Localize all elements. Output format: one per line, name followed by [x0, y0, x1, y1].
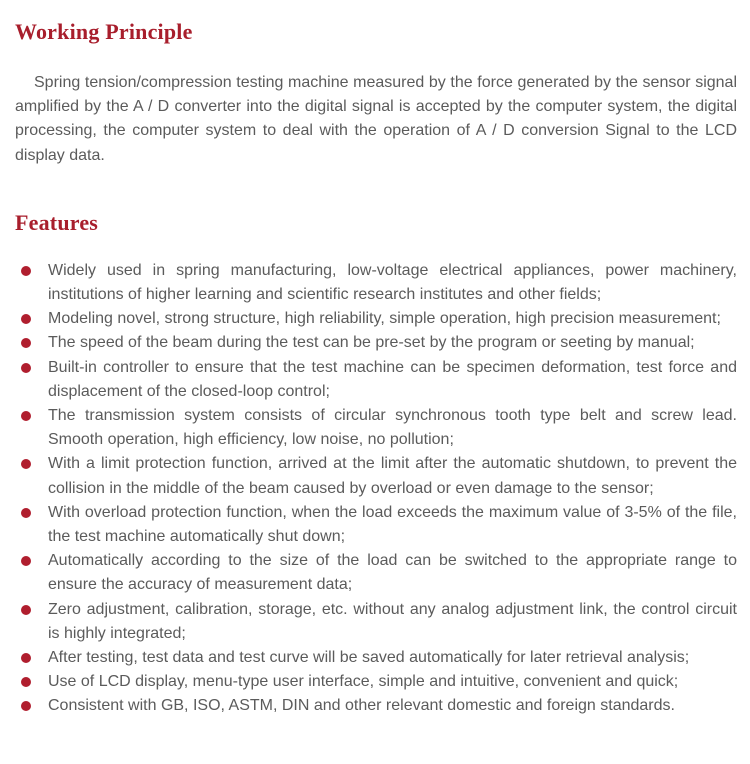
feature-text: Built-in controller to ensure that the test machine can be specimen deformation, test force and displacement of the closed-loop control; — [48, 358, 737, 400]
feature-text: Zero adjustment, calibration, storage, etc. without any analog adjustment link, the control circuit is highly integrated; — [48, 600, 737, 642]
list-item — [15, 259, 737, 307]
feature-text: Modeling novel, strong structure, high reliability, simple operation, high precision measurement; — [48, 310, 721, 328]
section-heading-working-principle: Working Principle — [15, 19, 193, 44]
bullet-icon — [21, 363, 31, 373]
feature-text: Consistent with GB, ISO, ASTM, DIN and other relevant domestic and foreign standards. — [48, 697, 675, 715]
bullet-icon — [21, 459, 31, 469]
list-item — [15, 501, 737, 549]
bullet-icon — [21, 338, 31, 348]
list-item — [15, 331, 737, 355]
working-principle-paragraph: Spring tension/compression testing machine measured by the force generated by the sensor signal amplified by the A / D converter into the digital signal is accepted by the computer system, the digital processing, the computer system to deal with the operation of A / D conversion Signal to the LCD display data. — [15, 74, 737, 164]
feature-text: With a limit protection function, arrived at the limit after the automatic shutdown, to prevent the collision in the middle of the beam caused by overload or even damage to the sensor; — [48, 455, 737, 497]
bullet-icon — [21, 556, 31, 566]
list-item — [15, 452, 737, 500]
list-item — [15, 404, 737, 452]
feature-text: Automatically according to the size of the load can be switched to the appropriate range to ensure the accuracy of measurement data; — [48, 552, 737, 594]
feature-text: The transmission system consists of circular synchronous tooth type belt and screw lead. Smooth operation, high efficiency, low noise, no pollution; — [48, 407, 737, 449]
list-item — [15, 694, 737, 718]
feature-text: The speed of the beam during the test can be pre-set by the program or seeting by manual; — [48, 334, 695, 352]
bullet-icon — [21, 605, 31, 615]
list-item — [15, 356, 737, 404]
feature-text: Widely used in spring manufacturing, low-voltage electrical appliances, power machinery, institutions of higher learning and scientific research institutes and other fields; — [48, 261, 737, 304]
list-item — [15, 646, 737, 670]
feature-text: With overload protection function, when the load exceeds the maximum value of 3-5% of the file, the test machine automatically shut down; — [48, 503, 737, 546]
bullet-icon — [21, 508, 31, 518]
list-item — [15, 307, 737, 331]
features-list — [15, 259, 737, 719]
bullet-icon — [21, 266, 31, 276]
list-item — [15, 549, 737, 597]
bullet-icon — [21, 653, 31, 663]
feature-text: Use of LCD display, menu-type user interface, simple and intuitive, convenient and quick; — [48, 673, 679, 691]
bullet-icon — [21, 701, 31, 711]
section-heading-features: Features — [15, 209, 99, 235]
feature-text: After testing, test data and test curve will be saved automatically for later retrieval analysis; — [48, 649, 690, 667]
bullet-icon — [21, 314, 31, 324]
bullet-icon — [21, 411, 31, 421]
bullet-icon — [21, 677, 31, 687]
list-item — [15, 598, 737, 646]
list-item — [15, 670, 737, 694]
